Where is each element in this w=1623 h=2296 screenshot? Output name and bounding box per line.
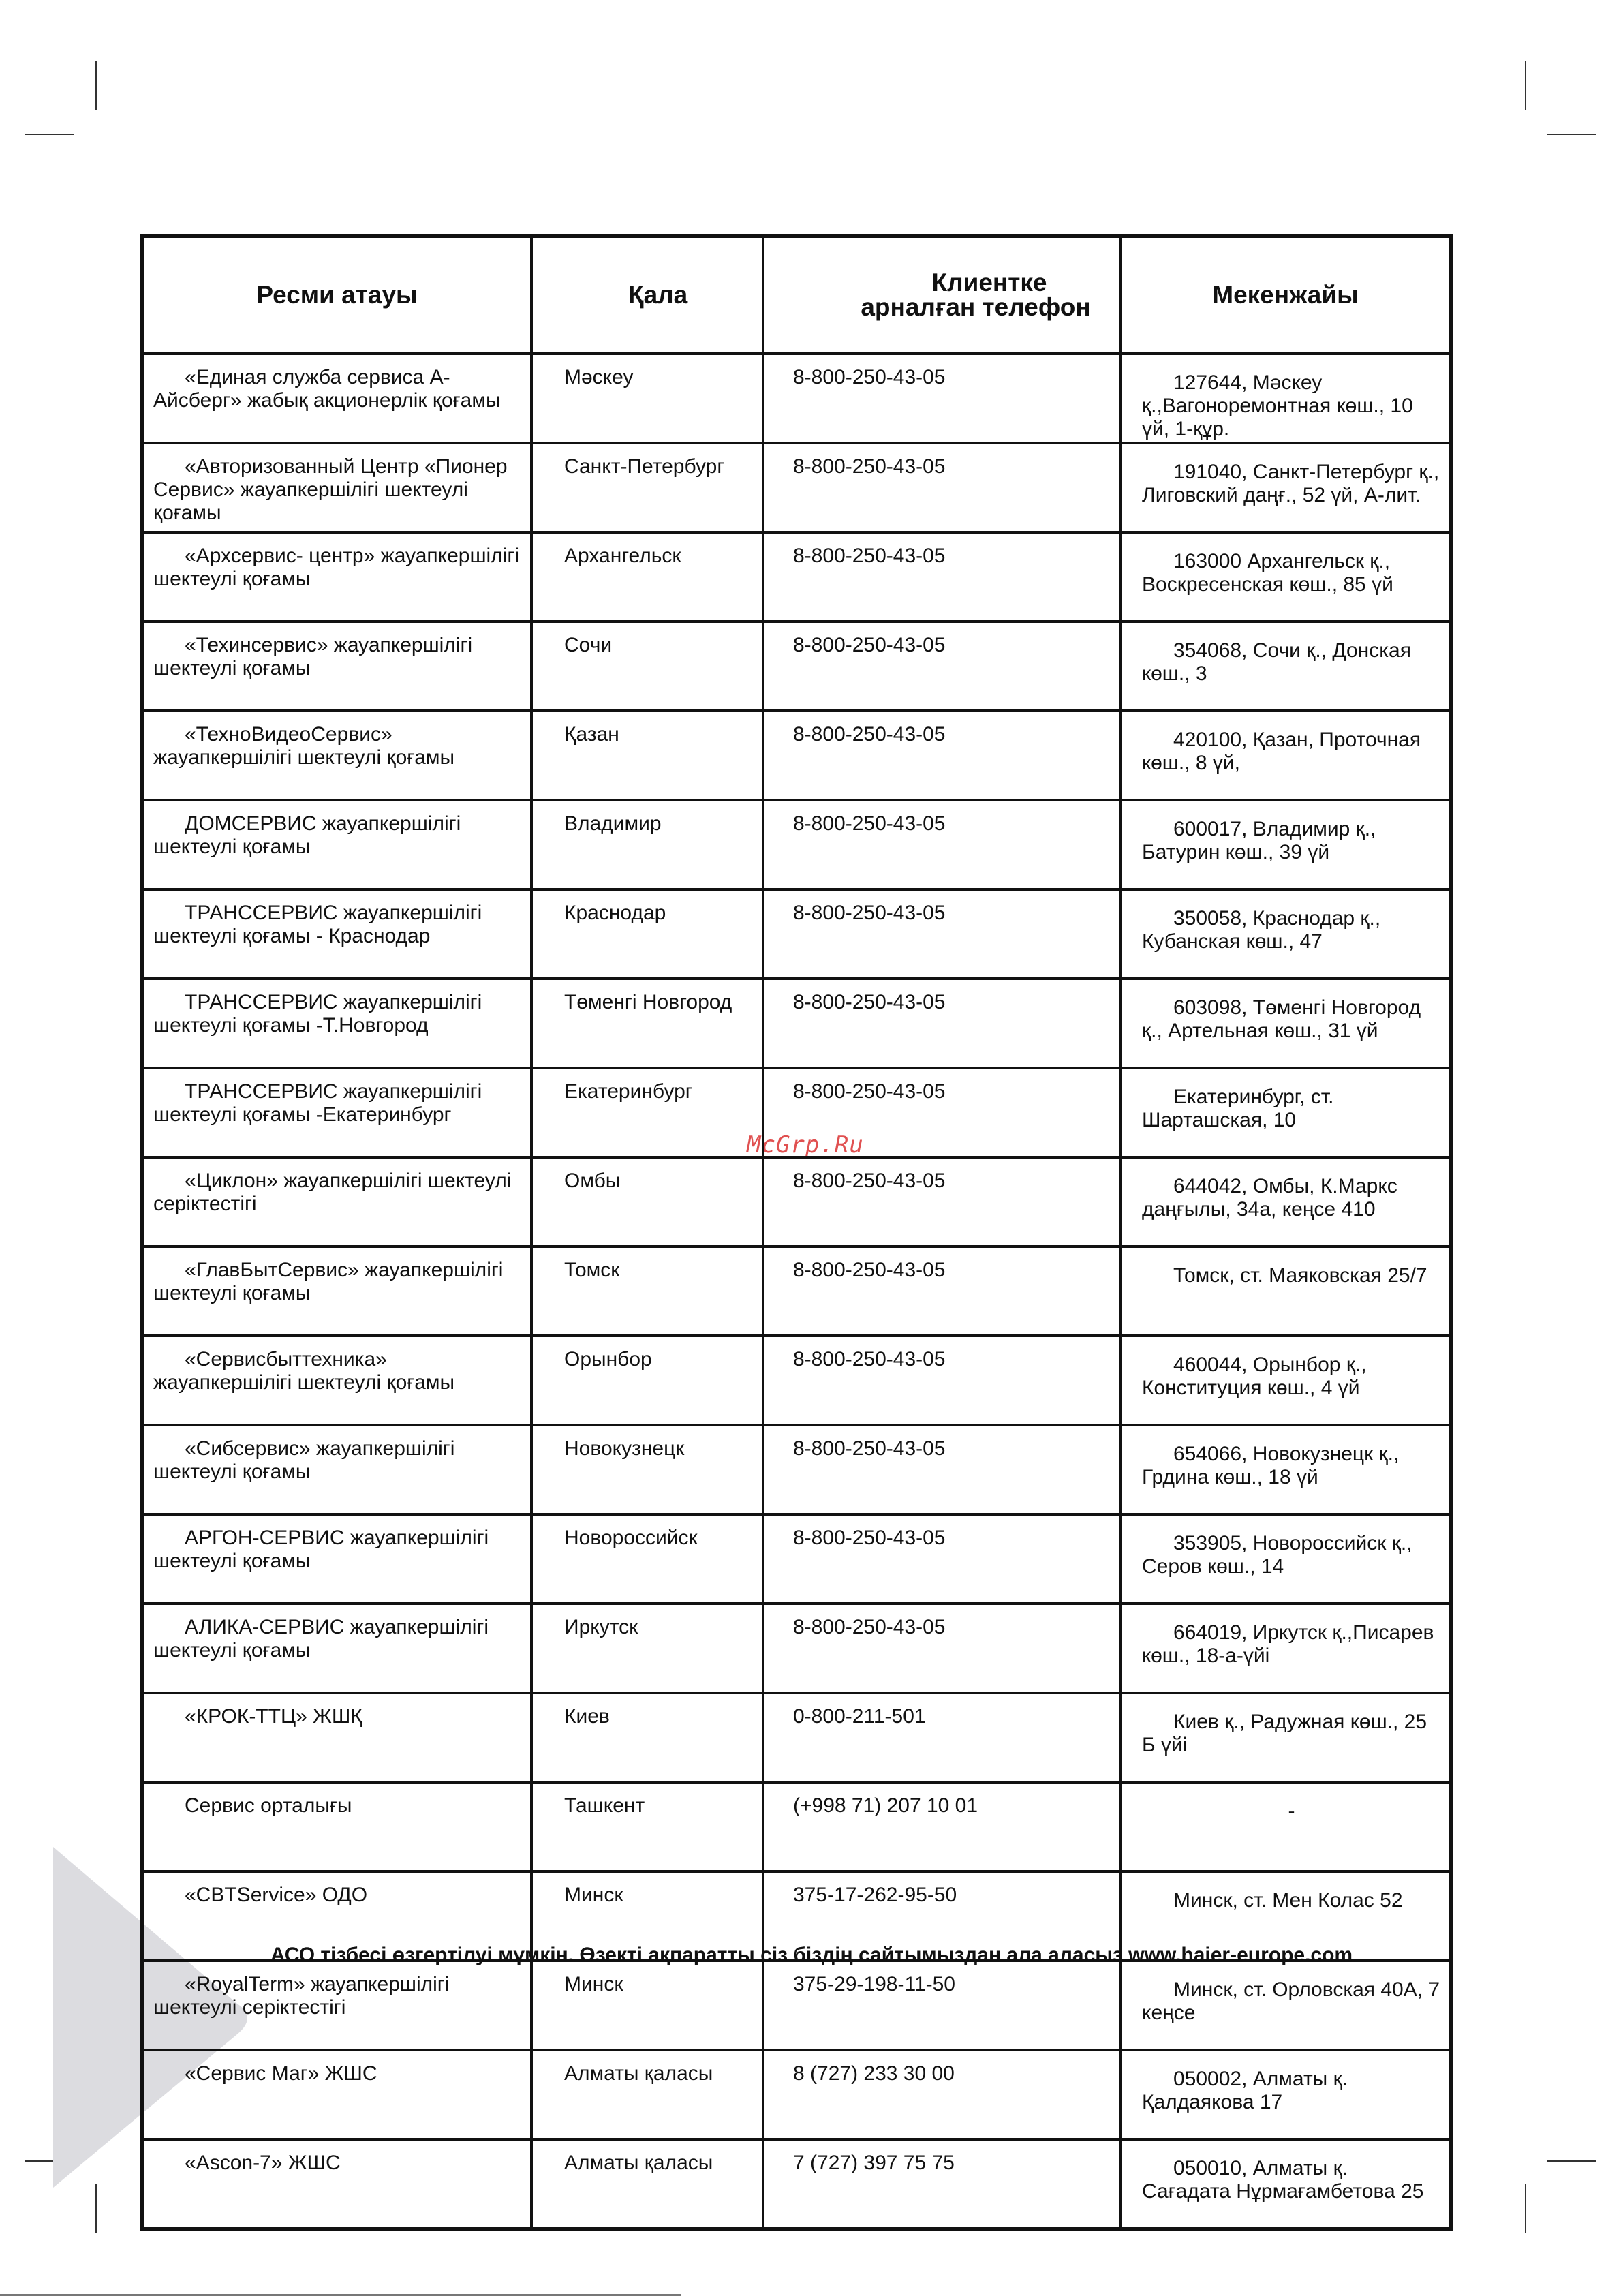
service-center-city-cell	[531, 1961, 763, 2050]
header-phone	[763, 236, 1120, 354]
service-center-phone: 7 (727) 397 75 75	[793, 2152, 955, 2174]
service-center-city-cell	[531, 443, 763, 532]
header-official-name	[142, 236, 531, 354]
service-center-city: Новороссийск	[564, 1527, 698, 1549]
table-row	[142, 1693, 1451, 1782]
service-center-name: ТРАНССЕРВИС жауапкершілігі шектеулі қоғамы -Т.Новгород	[153, 991, 482, 1037]
service-center-address-cell	[1120, 1782, 1451, 1871]
service-center-address-cell	[1120, 622, 1451, 711]
service-center-address-cell	[1120, 889, 1451, 979]
service-center-name: «Циклон» жауапкершілігі шектеулі серіктестігі	[153, 1169, 512, 1215]
service-center-phone-cell	[763, 800, 1120, 889]
service-center-city-cell	[531, 1693, 763, 1782]
service-center-city: Қазан	[564, 723, 619, 746]
service-center-name-cell	[142, 1425, 531, 1514]
service-center-name-cell	[142, 1604, 531, 1693]
service-center-address: 050010, Алматы қ. Сағадата Нұрмағамбетова 25	[1142, 2157, 1424, 2203]
service-center-address: Минск, ст. Орловская 40А, 7 кеңсе	[1142, 1978, 1440, 2024]
service-center-name-cell	[142, 354, 531, 443]
service-center-name-cell	[142, 1068, 531, 1157]
service-center-city: Минск	[564, 1884, 623, 1906]
service-center-city: Төменгі Новгород	[564, 991, 732, 1013]
service-center-address: 603098, Төменгі Новгород қ., Артельная көш., 31 үй	[1142, 996, 1421, 1042]
header-address	[1120, 236, 1451, 354]
service-center-name: «Ascon-7» ЖШС	[185, 2152, 341, 2174]
table-row	[142, 1246, 1451, 1336]
table-row	[142, 889, 1451, 979]
service-center-phone: 0-800-211-501	[793, 1705, 926, 1728]
service-center-phone: 8-800-250-43-05	[793, 1169, 946, 1192]
service-center-phone-cell	[763, 1425, 1120, 1514]
service-center-address-cell	[1120, 443, 1451, 532]
service-center-phone: 8-800-250-43-05	[793, 1348, 946, 1371]
service-center-address-cell	[1120, 711, 1451, 800]
service-center-city: Владимир	[564, 812, 662, 835]
service-center-name-cell	[142, 711, 531, 800]
service-center-address: 350058, Краснодар қ., Кубанская көш., 47	[1142, 907, 1381, 953]
service-center-address-cell	[1120, 1336, 1451, 1425]
header-city-label: Қала	[628, 281, 688, 309]
service-center-city: Омбы	[564, 1169, 621, 1192]
crop-mark-bottom-right-horizontal	[1547, 2160, 1596, 2162]
service-center-city: Алматы қаласы	[564, 2062, 713, 2085]
table-row	[142, 354, 1451, 443]
table-row	[142, 711, 1451, 800]
service-center-address: 354068, Сочи қ., Донская көш., 3	[1142, 639, 1411, 685]
service-center-phone: 8-800-250-43-05	[793, 1437, 946, 1460]
service-center-phone-cell	[763, 1782, 1120, 1871]
service-center-phone: 8-800-250-43-05	[793, 1616, 946, 1638]
service-center-city-cell	[531, 1425, 763, 1514]
service-center-name: «Архсервис- центр» жауапкершілігі шектеулі қоғамы	[153, 545, 519, 590]
service-center-city: Алматы қаласы	[564, 2152, 713, 2174]
service-center-city: Киев	[564, 1705, 610, 1728]
crop-mark-top-right-horizontal	[1547, 134, 1596, 135]
service-center-phone: 8-800-250-43-05	[793, 366, 946, 388]
service-center-city: Санкт-Петербург	[564, 455, 725, 478]
service-center-address-cell	[1120, 2050, 1451, 2139]
service-center-name: ДОМСЕРВИС жауапкершілігі шектеулі қоғамы	[153, 812, 461, 858]
service-center-name-cell	[142, 2050, 531, 2139]
service-center-city-cell	[531, 2050, 763, 2139]
service-center-name-cell	[142, 1782, 531, 1871]
table-row	[142, 1514, 1451, 1604]
table-row	[142, 979, 1451, 1068]
footer-note: АСО тізбесі өзгертілуі мүмкін. Өзекті ақпаратты сіз біздің сайтымыздан ала аласыз www.haier-europe.com	[270, 1944, 1353, 1966]
service-center-address: Екатеринбург, ст. Шарташская, 10	[1142, 1086, 1334, 1131]
crop-mark-top-left-horizontal	[25, 134, 74, 135]
service-center-address: 420100, Қазан, Проточная көш., 8 үй,	[1142, 729, 1421, 774]
service-center-city-cell	[531, 1068, 763, 1157]
table-row	[142, 800, 1451, 889]
service-center-phone: 8-800-250-43-05	[793, 991, 946, 1013]
service-center-name: «ГлавБытСервис» жауапкершілігі шектеулі қоғамы	[153, 1259, 504, 1304]
service-center-city: Иркутск	[564, 1616, 638, 1638]
service-center-name-cell	[142, 1693, 531, 1782]
service-center-phone-cell	[763, 2050, 1120, 2139]
crop-mark-bottom-right-vertical	[1525, 2184, 1526, 2233]
service-center-phone: 8 (727) 233 30 00	[793, 2062, 955, 2085]
table-header-row	[142, 236, 1451, 354]
service-center-name: «RoyalTerm» жауапкершілігі шектеулі серіктестігі	[153, 1973, 450, 2019]
service-center-city: Краснодар	[564, 902, 666, 924]
service-center-address: Минск, ст. Мен Колас 52	[1173, 1889, 1403, 1912]
header-phone-line1: Клиентке	[931, 269, 1047, 296]
service-center-city: Архангельск	[564, 545, 681, 567]
service-center-table	[140, 234, 1453, 2231]
service-center-city-cell	[531, 711, 763, 800]
service-center-address-cell	[1120, 1246, 1451, 1336]
service-center-phone: 8-800-250-43-05	[793, 902, 946, 924]
service-center-city-cell	[531, 1514, 763, 1604]
header-official-name-label: Ресми атауы	[256, 281, 418, 309]
service-center-name-cell	[142, 622, 531, 711]
service-center-city: Мәскеу	[564, 366, 634, 388]
service-center-city-cell	[531, 354, 763, 443]
service-center-address-cell	[1120, 2139, 1451, 2229]
service-center-name: АЛИКА-СЕРВИС жауапкершілігі шектеулі қоғамы	[153, 1616, 489, 1662]
service-center-name: «ТехноВидеоСервис» жауапкершілігі шектеулі қоғамы	[153, 723, 455, 769]
service-center-phone-cell	[763, 1693, 1120, 1782]
service-center-city: Ташкент	[564, 1794, 645, 1817]
service-center-address: Томск, ст. Маяковская 25/7	[1173, 1264, 1427, 1287]
service-center-address: 127644, Мәскеу қ.,Вагоноремонтная көш., 10 үй, 1-құр.	[1142, 371, 1413, 440]
service-center-name-cell	[142, 532, 531, 622]
table-row	[142, 443, 1451, 532]
service-center-city-cell	[531, 1157, 763, 1246]
service-center-phone: 8-800-250-43-05	[793, 634, 946, 656]
service-center-address-cell	[1120, 1604, 1451, 1693]
table-row	[142, 2139, 1451, 2229]
service-center-address: 600017, Владимир қ., Батурин көш., 39 үй	[1142, 818, 1376, 863]
crop-mark-top-left-vertical	[95, 61, 97, 110]
service-center-phone: 8-800-250-43-05	[793, 1527, 946, 1549]
service-center-name-cell	[142, 1336, 531, 1425]
service-center-phone: 8-800-250-43-05	[793, 455, 946, 478]
service-center-phone-cell	[763, 532, 1120, 622]
table-row	[142, 622, 1451, 711]
service-center-phone-cell	[763, 1961, 1120, 2050]
service-center-address: 191040, Санкт-Петербург қ., Лиговский даңғ., 52 үй, А-лит.	[1142, 461, 1440, 506]
service-center-name: «Техинсервис» жауапкершілігі шектеулі қоғамы	[153, 634, 473, 679]
service-center-name: «CBTService» ОДО	[185, 1884, 368, 1906]
service-center-phone: 8-800-250-43-05	[793, 545, 946, 567]
service-center-name-cell	[142, 1246, 531, 1336]
service-center-name-cell	[142, 1157, 531, 1246]
crop-mark-bottom-left-vertical	[95, 2184, 97, 2233]
service-center-address-cell	[1120, 1514, 1451, 1604]
service-center-address-cell	[1120, 1961, 1451, 2050]
service-center-address: 654066, Новокузнецк қ., Грдина көш., 18 үй	[1142, 1443, 1400, 1488]
service-center-name: «Единая служба сервиса А-Айсберг» жабық акционерлік қоғамы	[153, 366, 501, 412]
service-center-name: «Сервисбыттехника» жауапкершілігі шектеулі қоғамы	[153, 1348, 455, 1394]
service-center-city-cell	[531, 622, 763, 711]
service-center-name-cell	[142, 800, 531, 889]
table-row	[142, 1336, 1451, 1425]
service-center-city-cell	[531, 889, 763, 979]
service-center-name-cell	[142, 979, 531, 1068]
service-center-phone-cell	[763, 2139, 1120, 2229]
service-center-phone-cell	[763, 889, 1120, 979]
service-center-city: Минск	[564, 1973, 623, 1995]
table-row	[142, 532, 1451, 622]
service-center-name-cell	[142, 443, 531, 532]
service-center-address: Киев қ., Радужная көш., 25 Б үйі	[1142, 1711, 1427, 1756]
service-center-phone-cell	[763, 1336, 1120, 1425]
header-city	[531, 236, 763, 354]
service-center-city-cell	[531, 800, 763, 889]
service-center-phone: 375-29-198-11-50	[793, 1973, 955, 1995]
table-row	[142, 2050, 1451, 2139]
service-center-name-cell	[142, 1514, 531, 1604]
service-center-phone: 8-800-250-43-05	[793, 1080, 946, 1103]
service-center-name: «КРОК-ТТЦ» ЖШҚ	[185, 1705, 362, 1728]
service-center-city: Екатеринбург	[564, 1080, 693, 1103]
service-center-phone: 8-800-250-43-05	[793, 812, 946, 835]
table-row	[142, 1604, 1451, 1693]
service-center-address-cell	[1120, 1425, 1451, 1514]
header-address-label: Мекенжайы	[1212, 281, 1359, 309]
service-center-city-cell	[531, 979, 763, 1068]
service-center-name: Сервис орталығы	[185, 1794, 352, 1817]
service-center-city-cell	[531, 1246, 763, 1336]
service-center-city: Томск	[564, 1259, 620, 1281]
service-center-address-cell	[1120, 979, 1451, 1068]
service-center-address-cell	[1120, 1693, 1451, 1782]
service-center-address-cell	[1120, 800, 1451, 889]
service-center-name-cell	[142, 889, 531, 979]
table-row	[142, 1782, 1451, 1871]
service-center-city-cell	[531, 1782, 763, 1871]
service-center-name-cell	[142, 2139, 531, 2229]
watermark: McGrp.Ru	[747, 1131, 864, 1159]
service-center-phone-cell	[763, 622, 1120, 711]
service-center-city-cell	[531, 2139, 763, 2229]
service-center-phone: (+998 71) 207 10 01	[793, 1794, 978, 1817]
table-row	[142, 1961, 1451, 2050]
service-center-name: ТРАНССЕРВИС жауапкершілігі шектеулі қоғамы - Краснодар	[153, 902, 482, 947]
service-center-phone: 8-800-250-43-05	[793, 723, 946, 746]
service-center-address: 050002, Алматы қ. Қалдаякова 17	[1142, 2068, 1348, 2113]
service-center-address-cell	[1120, 1157, 1451, 1246]
service-center-address: -	[1288, 1800, 1295, 1822]
header-phone-line2: арналған телефон	[861, 293, 1091, 321]
service-center-city-cell	[531, 1336, 763, 1425]
service-center-address: 664019, Иркутск қ.,Писарев көш., 18-а-үйі	[1142, 1621, 1434, 1667]
service-center-address-cell	[1120, 532, 1451, 622]
service-center-phone-cell	[763, 443, 1120, 532]
service-center-phone-cell	[763, 354, 1120, 443]
service-center-phone-cell	[763, 711, 1120, 800]
service-center-phone-cell	[763, 1246, 1120, 1336]
service-center-address-cell	[1120, 1068, 1451, 1157]
service-center-phone-cell	[763, 1514, 1120, 1604]
service-center-name: ТРАНССЕРВИС жауапкершілігі шектеулі қоғамы -Екатеринбург	[153, 1080, 482, 1126]
service-center-phone-cell	[763, 1068, 1120, 1157]
service-center-city-cell	[531, 532, 763, 622]
table-row	[142, 1425, 1451, 1514]
service-center-address-cell	[1120, 354, 1451, 443]
service-center-phone-cell	[763, 1157, 1120, 1246]
table-row	[142, 1068, 1451, 1157]
service-center-city-cell	[531, 1604, 763, 1693]
service-center-city: Новокузнецк	[564, 1437, 685, 1460]
service-center-address: 644042, Омбы, К.Маркс даңғылы, 34а, кеңсе 410	[1142, 1175, 1397, 1221]
service-center-phone: 8-800-250-43-05	[793, 1259, 946, 1281]
service-center-city: Сочи	[564, 634, 613, 656]
service-center-name-cell	[142, 1961, 531, 2050]
service-center-name: «Сибсервис» жауапкершілігі шектеулі қоғамы	[153, 1437, 455, 1483]
service-center-phone-cell	[763, 1604, 1120, 1693]
service-center-name: «Сервис Маг» ЖШС	[185, 2062, 377, 2085]
service-center-phone: 375-17-262-95-50	[793, 1884, 957, 1906]
service-center-city: Орынбор	[564, 1348, 652, 1371]
service-center-phone-cell	[763, 979, 1120, 1068]
service-center-name: АРГОН-СЕРВИС жауапкершілігі шектеулі қоғамы	[153, 1527, 489, 1572]
crop-mark-top-right-vertical	[1525, 61, 1526, 110]
service-center-address: 353905, Новороссийск қ., Серов көш., 14	[1142, 1532, 1412, 1578]
service-center-address: 460044, Орынбор қ., Конституция көш., 4 үй	[1142, 1353, 1367, 1399]
service-center-name: «Авторизованный Центр «Пионер Сервис» жауапкершілігі шектеулі қоғамы	[153, 455, 508, 524]
table-row	[142, 1157, 1451, 1246]
service-center-address: 163000 Архангельск қ., Воскресенская көш., 85 үй	[1142, 550, 1393, 596]
